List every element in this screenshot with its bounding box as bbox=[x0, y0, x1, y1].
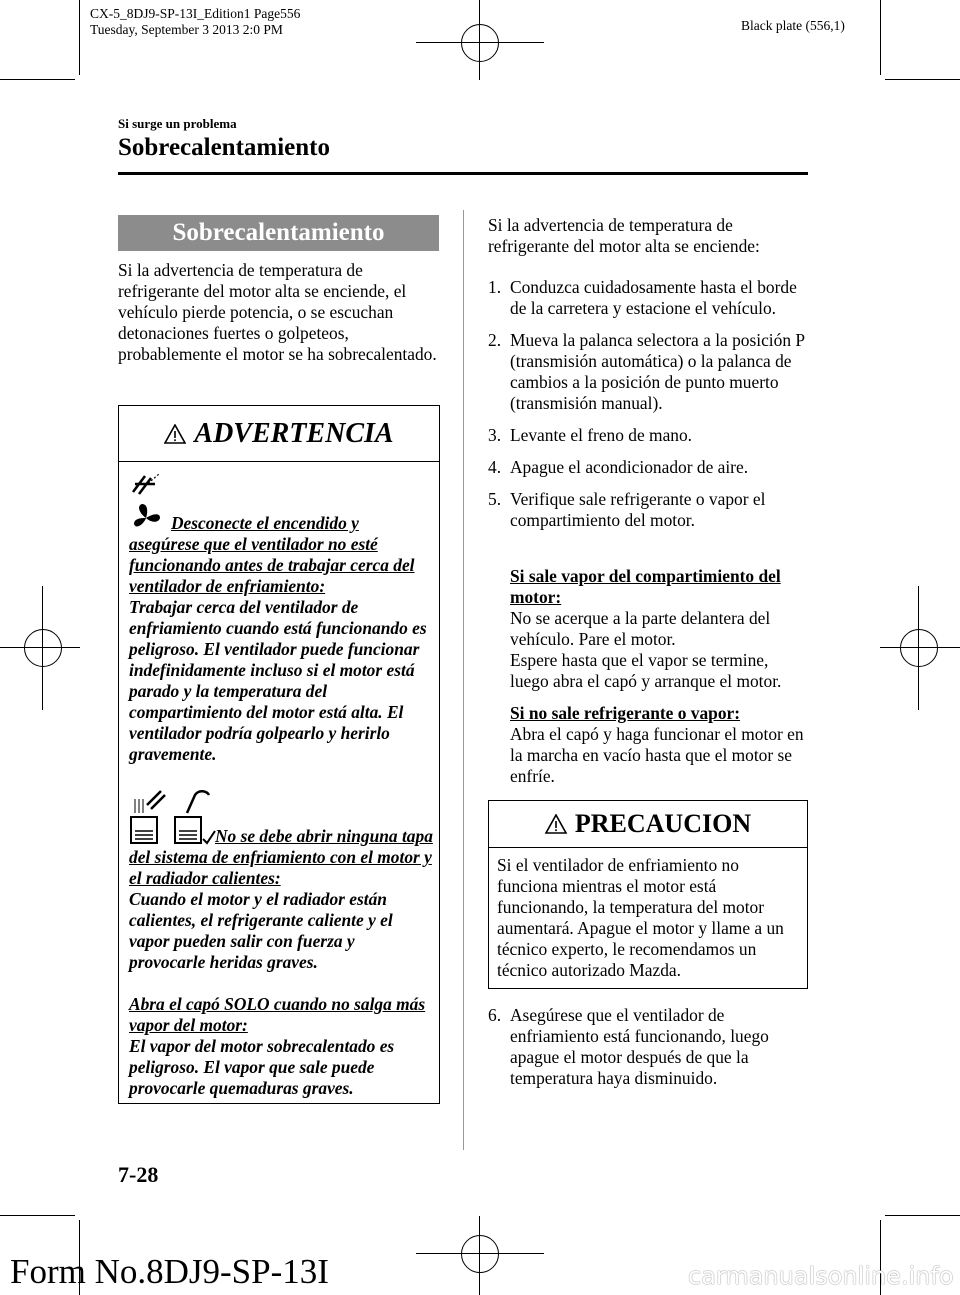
page-title: Sobrecalentamiento bbox=[118, 134, 331, 161]
warning-title: ADVERTENCIA bbox=[194, 417, 394, 449]
list-item: 5. Verifique sale refrigerante o vapor el compartimiento del motor. bbox=[488, 489, 766, 530]
page-number: 7-28 bbox=[118, 1162, 159, 1187]
steam-heading: Si sale vapor del compartimiento del motor: bbox=[510, 566, 781, 607]
form-number: Form No.8DJ9-SP-13I bbox=[10, 1252, 329, 1291]
caution-header bbox=[489, 801, 807, 848]
warning-block3-body: El vapor del motor sobrecalentado es peligroso. El vapor que sale puede provocarle quemaduras graves. bbox=[129, 1036, 395, 1098]
warning-box bbox=[118, 405, 440, 1104]
section-banner: Sobrecalentamiento bbox=[118, 215, 439, 251]
caution-box bbox=[488, 800, 808, 989]
warning-triangle-icon bbox=[164, 424, 186, 444]
steps-list-continued bbox=[488, 1005, 808, 1100]
warning-block1-head: Desconecte el encendido y asegúrese que el ventilador no esté funcionando antes de trabajar cerca del ventilador de enfriamiento: bbox=[129, 513, 415, 596]
section-label: Si surge un problema bbox=[118, 116, 237, 131]
steam-text-2: Espere hasta que el vapor se termine, luego abra el capó y arranque el motor. bbox=[510, 650, 782, 691]
plate-label: Black plate (556,1) bbox=[741, 18, 845, 33]
warning-header bbox=[119, 406, 439, 462]
warning-body bbox=[129, 472, 433, 1099]
list-item: 1. Conduzca cuidadosamente hasta el borde de la carretera y estacione el vehículo. bbox=[488, 277, 797, 318]
warning-block3-head: Abra el capó SOLO cuando no salga más vapor del motor: bbox=[129, 994, 426, 1035]
title-rule bbox=[118, 172, 808, 175]
steam-instructions bbox=[510, 566, 808, 787]
nosteam-text: Abra el capó y haga funcionar el motor en la marcha en vacío hasta que el motor se enfríe. bbox=[510, 724, 804, 786]
caution-title: PRECAUCION bbox=[574, 809, 752, 838]
nosteam-heading: Si no sale refrigerante o vapor: bbox=[510, 703, 741, 723]
list-item: 2. Mueva la palanca selectora a la posición P (transmisión automática) o la palanca de cambios a la posición de punto muerto (transmisión manual). bbox=[488, 330, 805, 413]
date-line: Tuesday, September 3 2013 2:0 PM bbox=[90, 22, 283, 37]
right-intro-text: Si la advertencia de temperatura de refrigerante del motor alta se enciende: bbox=[488, 215, 760, 256]
file-line: CX-5_8DJ9-SP-13I_Edition1 Page556 bbox=[90, 6, 301, 21]
warning-block2-body: Cuando el motor y el radiador están calientes, el refrigerante caliente y el vapor pueden salir con fuerza y provocarle heridas graves. bbox=[129, 889, 393, 972]
warning-block1-body: Trabajar cerca del ventilador de enfriamiento cuando está funcionando es peligroso. El ventilador puede funcionar indefinidamente incluso si el motor está parado y la temperatura del compartimiento del motor está alta. El ventilador podría golpearlo y herirlo gravemente. bbox=[129, 597, 427, 764]
list-item: 6. Asegúrese que el ventilador de enfriamiento está funcionando, luego apague el motor después de que la temperatura haya disminuido. bbox=[488, 1005, 769, 1088]
steam-text-1: No se acerque a la parte delantera del vehículo. Pare el motor. bbox=[510, 608, 771, 649]
caution-triangle-icon bbox=[545, 814, 567, 834]
caution-text: Si el ventilador de enfriamiento no funciona mientras el motor está funcionando, la temperatura del motor aumentará. Apague el motor y llame a un técnico experto, le recomendamos un técnico autorizado Mazda. bbox=[497, 855, 784, 980]
watermark: carmanualsonline.info bbox=[688, 1262, 954, 1290]
right-intro bbox=[488, 215, 808, 257]
list-item: 3. Levante el freno de mano. bbox=[488, 425, 693, 445]
list-item: 4. Apague el acondicionador de aire. bbox=[488, 457, 749, 477]
steps-list bbox=[488, 277, 808, 542]
left-intro bbox=[118, 260, 440, 365]
warning-block2-head: No se debe abrir ninguna tapa del sistema de enfriamiento con el motor y el radiador calientes: bbox=[129, 826, 433, 888]
print-header bbox=[90, 6, 300, 38]
left-intro-text: Si la advertencia de temperatura de refrigerante del motor alta se enciende, el vehículo pierde potencia, o se escuchan detonaciones fuertes o golpeteos, probablemente el motor se ha sobrecalentado. bbox=[118, 260, 437, 364]
